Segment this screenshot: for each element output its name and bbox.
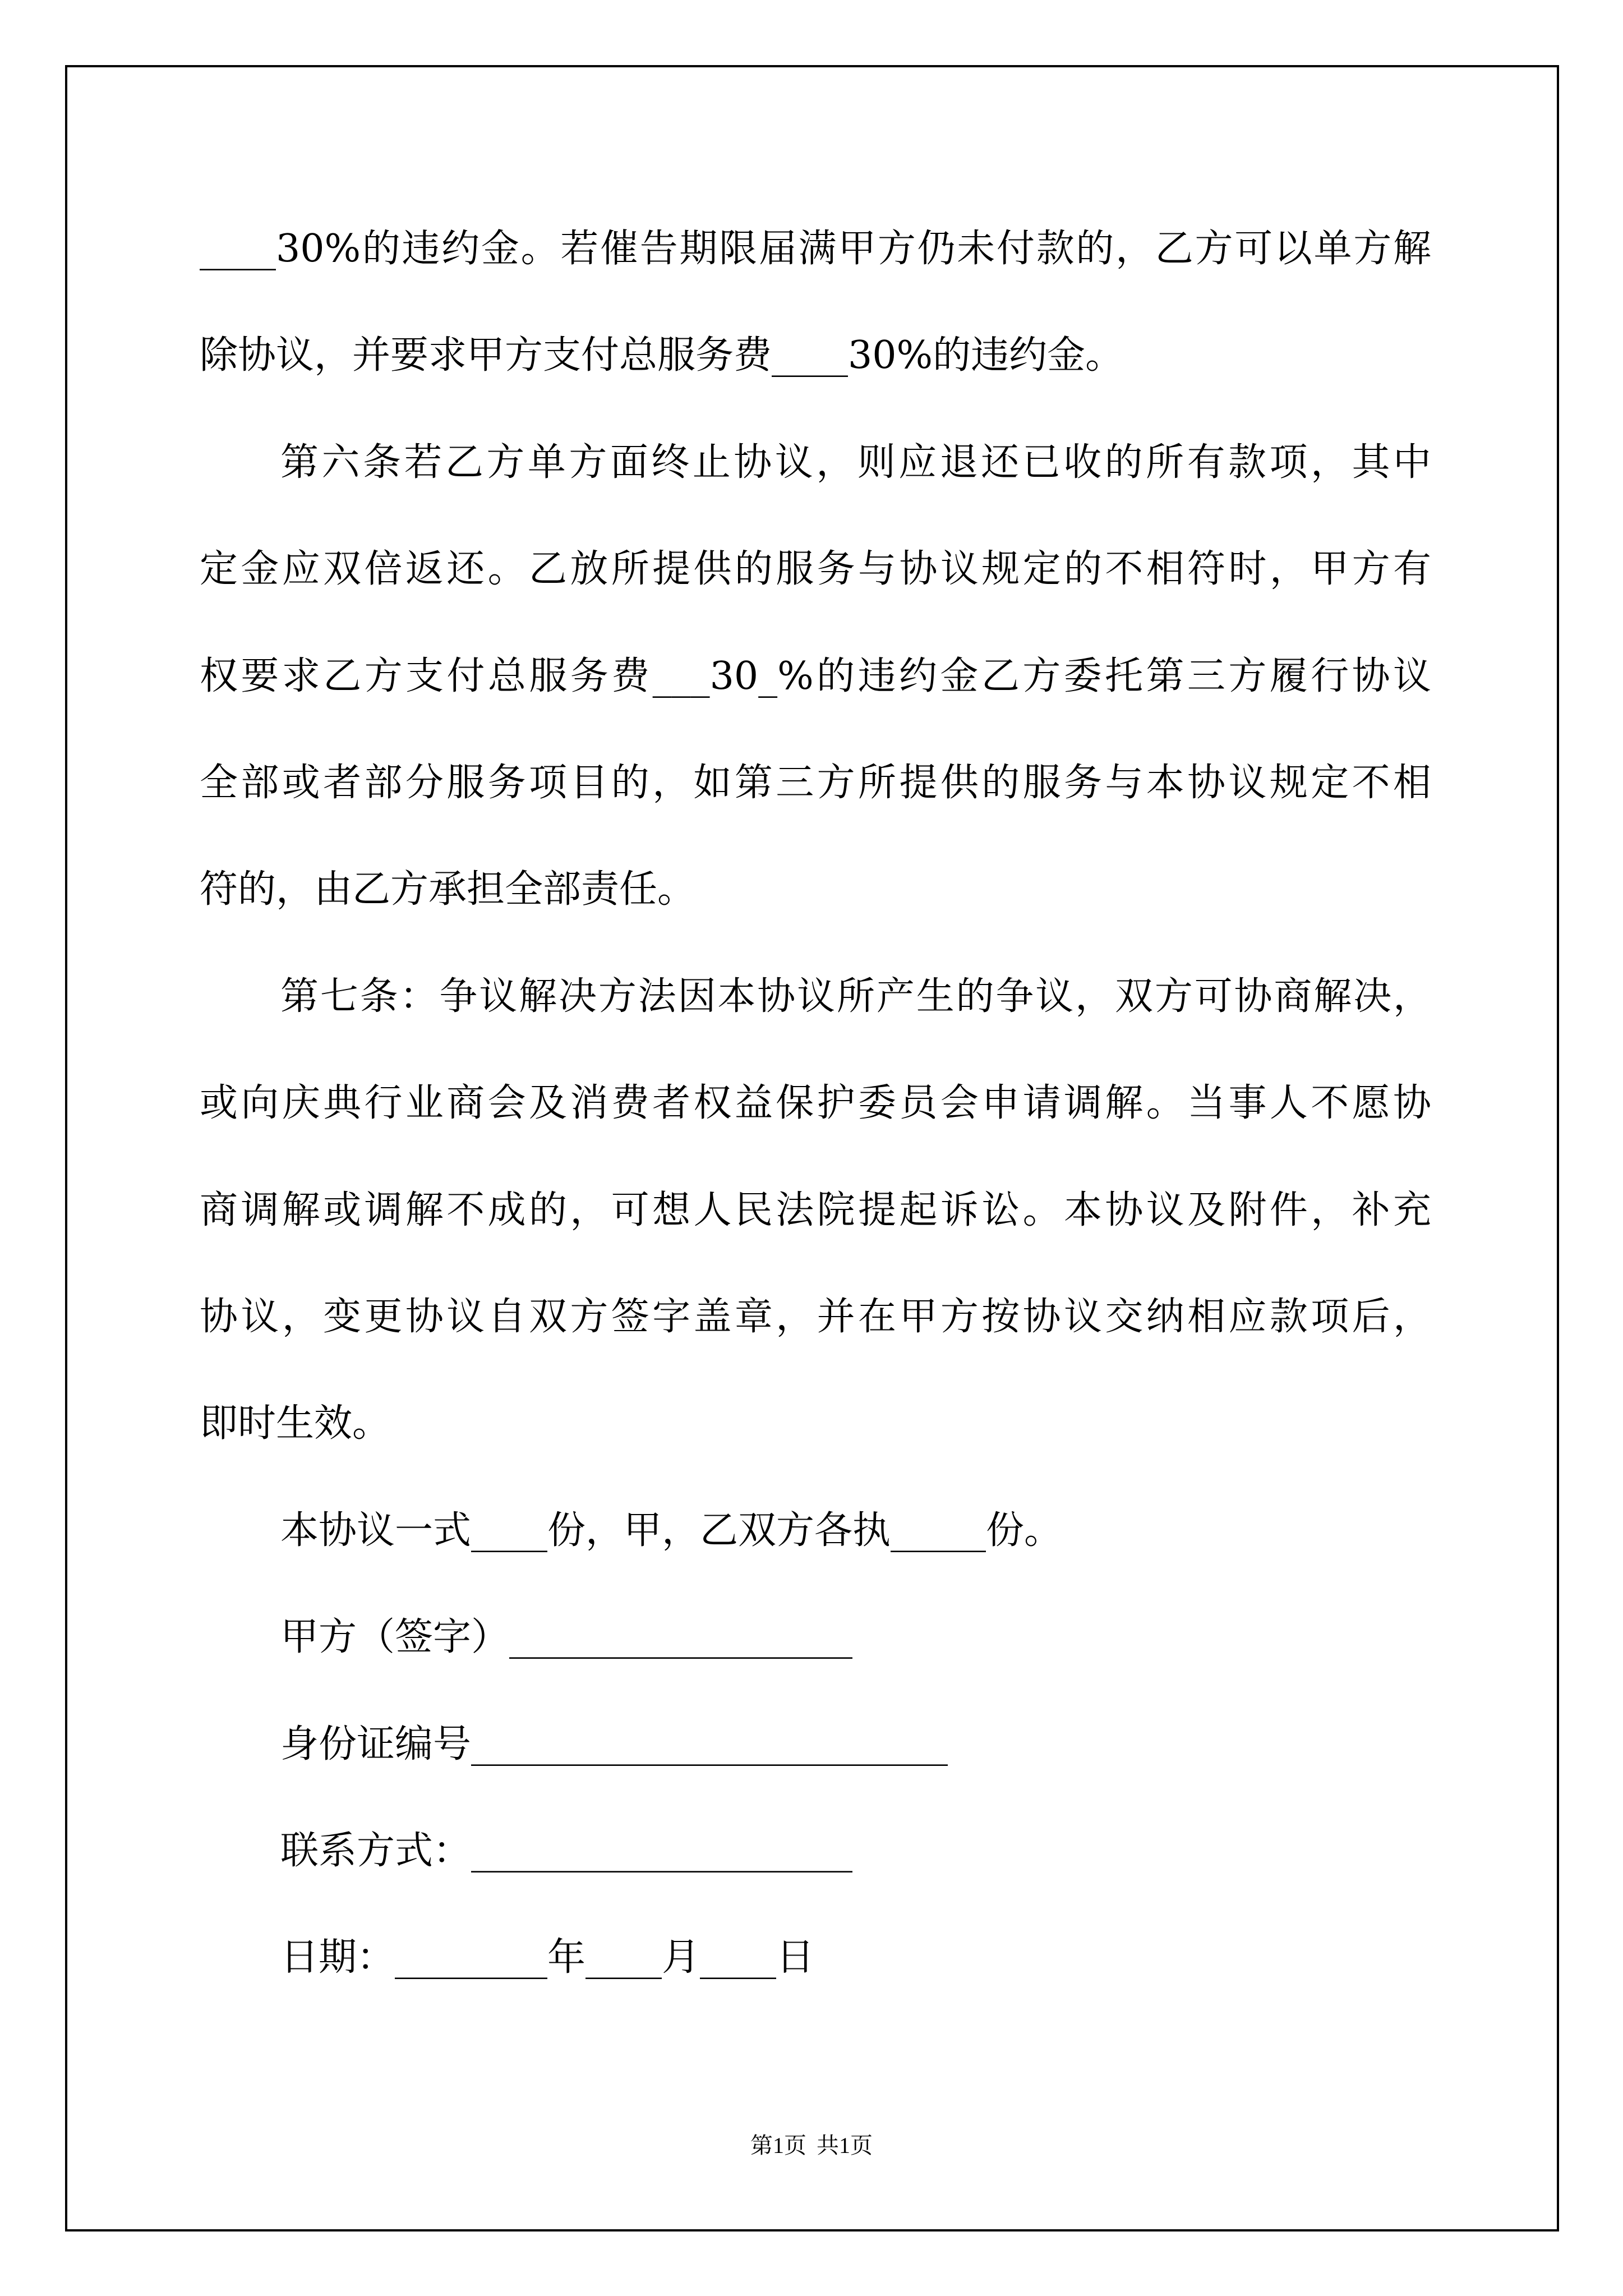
article-7-line-2: 或向庆典行业商会及消费者权益保护委员会申请调解。当事人不愿协	[200, 1081, 1431, 1125]
article-7-line-5: 即时生效。	[200, 1401, 391, 1446]
article-6-line-2: 定金应双倍返还。乙放所提供的服务与协议规定的不相符时，甲方有	[200, 547, 1431, 591]
article-7-line-3: 商调解或调解不成的，可想人民法院提起诉讼。本协议及附件，补充	[200, 1188, 1431, 1232]
article-6-line-4: 全部或者部分服务项目的，如第三方所提供的服务与本协议规定不相	[200, 761, 1431, 805]
page-border	[65, 65, 1559, 2231]
page-number-current: 第1页	[750, 2133, 806, 2158]
page-footer	[0, 2132, 1623, 2160]
article-6-line-5: 符的，由乙方承担全部责任。	[200, 867, 696, 912]
paragraph-5-line-2: 除协议，并要求甲方支付总服务费____30%的违约金。	[200, 333, 1124, 378]
contact-field: 联系方式：____________________	[280, 1829, 853, 1873]
page-number-total: 共1页	[817, 2133, 873, 2158]
id-number-field: 身份证编号_________________________	[280, 1722, 948, 1766]
paragraph-5-line-1: ____30%的违约金。若催告期限届满甲方仍未付款的，乙方可以单方解	[200, 227, 1431, 271]
article-6-line-3: 权要求乙方支付总服务费___30_%的违约金乙方委托第三方履行协议	[200, 654, 1431, 698]
article-7-line-4: 协议，变更协议自双方签字盖章，并在甲方按协议交纳相应款项后，	[200, 1295, 1431, 1339]
party-a-signature-field: 甲方（签字）__________________	[280, 1615, 853, 1659]
article-6-line-1: 第六条若乙方单方面终止协议，则应退还已收的所有款项，其中	[280, 440, 1431, 485]
copies-line: 本协议一式____份，甲，乙双方各执_____份。	[280, 1508, 1063, 1553]
article-7-line-1: 第七条：争议解决方法因本协议所产生的争议，双方可协商解决，	[280, 974, 1431, 1019]
date-field: 日期：________年____月____日	[280, 1935, 815, 1980]
